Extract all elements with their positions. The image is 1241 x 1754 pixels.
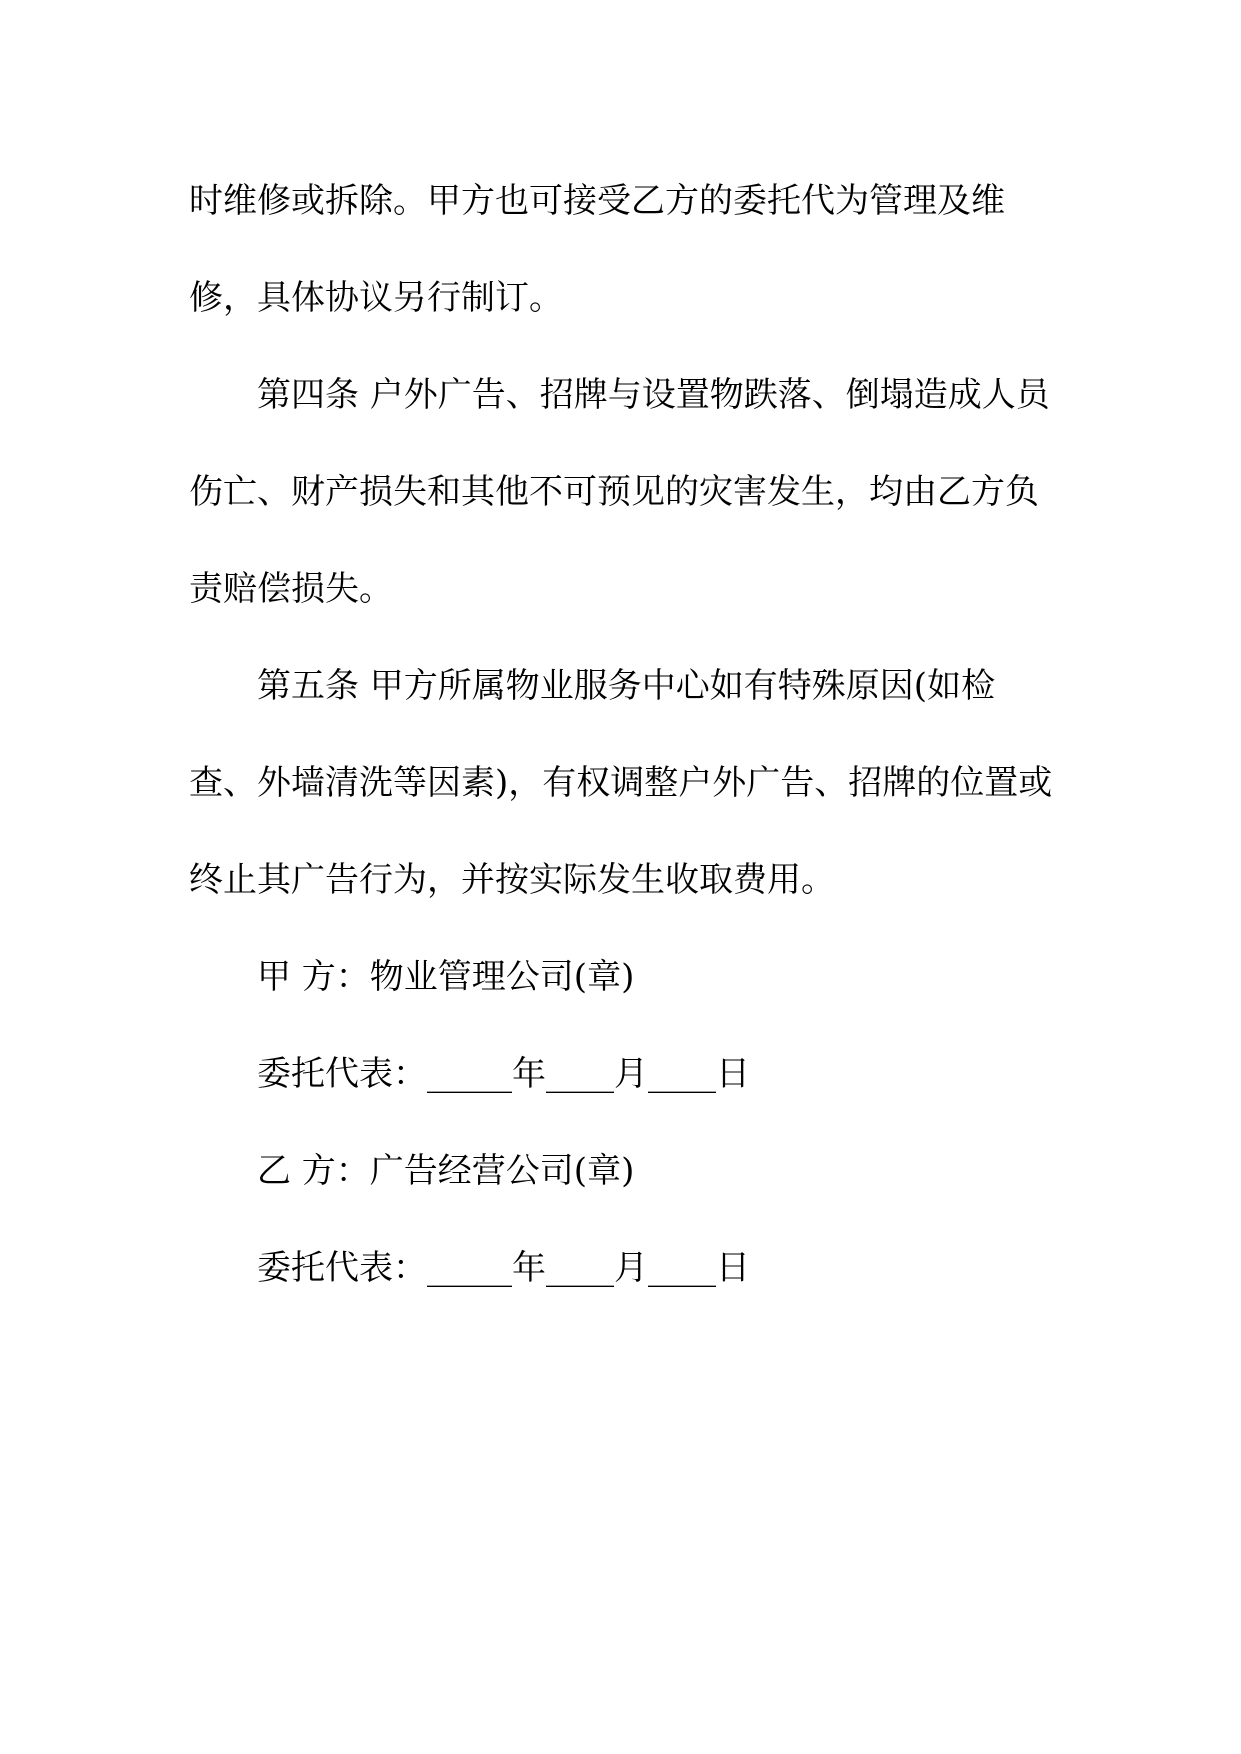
text-line: 伤亡、财产损失和其他不可预见的灾害发生，均由乙方负 (189, 472, 1039, 512)
party-b-representative-line: 委托代表：_____年____月____日 (257, 1248, 750, 1288)
article-5-heading-line: 第五条 甲方所属物业服务中心如有特殊原因(如检 (257, 666, 996, 706)
party-a-representative-line: 委托代表：_____年____月____日 (257, 1054, 750, 1094)
text-line: 时维修或拆除。甲方也可接受乙方的委托代为管理及维 (189, 181, 1005, 221)
text-line: 责赔偿损失。 (189, 569, 393, 609)
text-line: 修，具体协议另行制订。 (189, 278, 563, 318)
text-line: 终止其广告行为，并按实际发生收取费用。 (189, 860, 835, 900)
article-4-heading-line: 第四条 户外广告、招牌与设置物跌落、倒塌造成人员 (257, 375, 1050, 415)
party-a-line: 甲 方：物业管理公司(章) (257, 957, 635, 997)
party-b-line: 乙 方：广告经营公司(章) (257, 1151, 635, 1191)
text-line: 查、外墙清洗等因素)，有权调整户外广告、招牌的位置或 (189, 763, 1053, 803)
